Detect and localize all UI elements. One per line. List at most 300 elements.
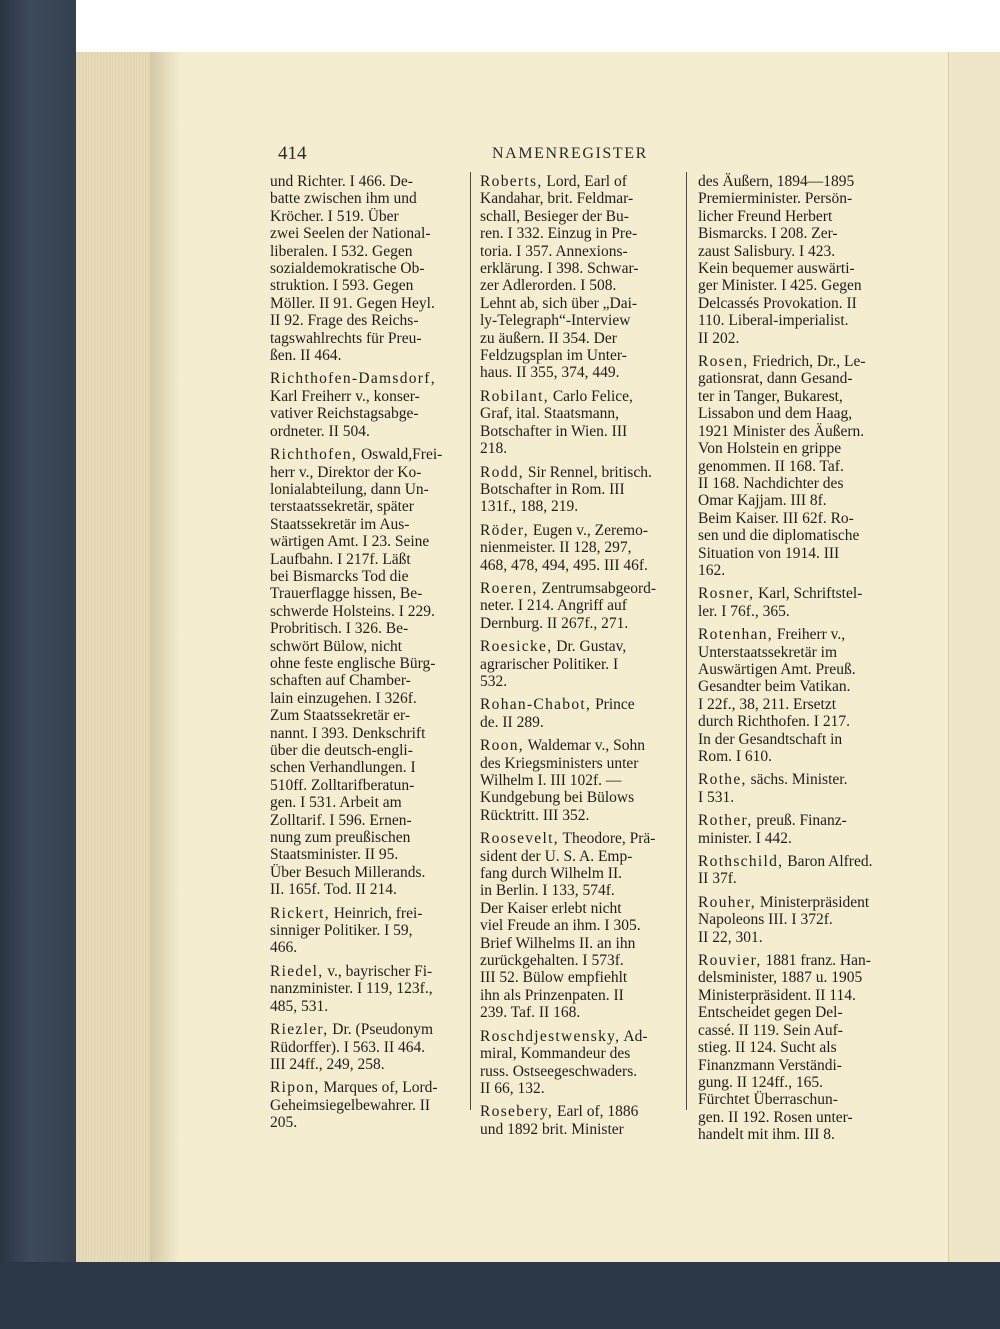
entry-text: Ministerpräsident. II 114.: [698, 986, 856, 1004]
entry-line: [270, 939, 460, 956]
entry-line: [698, 475, 888, 492]
entry-text: schall, Besieger der Bu-: [480, 207, 629, 225]
entry-line: [480, 347, 670, 364]
entry-text: Marques of, Lord-: [323, 1079, 438, 1097]
column-rule: [470, 172, 471, 1110]
entry-text: delsminister, 1887 u. 1905: [698, 969, 863, 987]
entry-line: [270, 922, 460, 939]
entry-text: Auswärtigen Amt. Preuß.: [698, 660, 856, 678]
entry-line: [480, 481, 670, 498]
entry-name: Richthofen,: [270, 446, 358, 464]
entry-line: [270, 347, 460, 364]
entry-text: Prince: [595, 696, 635, 714]
entry-text: russ. Ostseegeschwaders.: [480, 1062, 638, 1080]
entry-text: Lissabon und dem Haag,: [698, 405, 853, 423]
entry-text: Kein bequemer auswärti-: [698, 260, 855, 278]
entry-text: licher Freund Herbert: [698, 207, 833, 225]
entry-text: Oswald,Frei-: [360, 446, 443, 464]
entry-line: [698, 987, 888, 1004]
entry-name: Rodd,: [480, 463, 524, 481]
entry-text: vativer Reichstagsabge-: [270, 405, 419, 423]
entry-text: nanzminister. I 119, 123f.,: [270, 980, 433, 998]
entry-line: [480, 935, 670, 952]
entry-text: sächs. Minister.: [750, 771, 848, 789]
entry-line: [270, 603, 460, 620]
entry-text: Zentrumsabgeord-: [541, 579, 657, 597]
entry-line: [480, 755, 670, 772]
entry-text: sinniger Politiker. I 59,: [270, 922, 413, 940]
entry-line: [480, 882, 670, 899]
entry-text: 510ff. Zolltarifberatun-: [270, 776, 415, 794]
entry-text: II 22, 301.: [698, 928, 763, 946]
entry-line: [480, 1103, 670, 1120]
entry-line: [698, 952, 888, 969]
entry-text: Karl Freiherr v., konser-: [270, 387, 420, 405]
entry-text: Waldemar v., Sohn: [527, 737, 645, 755]
entry-line: [480, 714, 670, 731]
entry-line: [698, 1126, 888, 1143]
entry-text: 468, 478, 494, 495. III 46f.: [480, 556, 648, 574]
entry-text: ly-Telegraph“-Interview: [480, 312, 631, 330]
entry-text: erklärung. I 398. Schwar-: [480, 260, 639, 278]
entry-text: Baron Alfred.: [787, 853, 873, 871]
entry-text: und 1892 brit. Minister: [480, 1120, 624, 1138]
entry-line: [270, 277, 460, 294]
entry-name: Rouher,: [698, 893, 756, 911]
entry-text: Sir Rennel, britisch.: [527, 463, 652, 481]
entry-line: [270, 707, 460, 724]
entry-text: Earl of, 1886: [557, 1103, 639, 1121]
entry-line: [698, 405, 888, 422]
entry-text: des Äußern, 1894—1895: [698, 173, 855, 190]
entry-text: Graf, ital. Staatsmann,: [480, 405, 620, 423]
entry-text: Dernburg. II 267f., 271.: [480, 614, 629, 632]
entry-line: [698, 696, 888, 713]
entry-text: In der Gesandtschaft in: [698, 730, 843, 748]
entry-text: haus. II 355, 374, 449.: [480, 364, 620, 382]
entry-line: [480, 807, 670, 824]
entry-text: agrarischer Politiker. I: [480, 655, 619, 673]
entry-line: [698, 585, 888, 602]
index-entry: [698, 585, 888, 620]
index-entry: [480, 1103, 670, 1138]
page-edges: [76, 52, 150, 1262]
index-entry: [698, 173, 888, 347]
entry-name: Roesicke,: [480, 638, 553, 656]
entry-text: gen. I 531. Arbeit am: [270, 794, 402, 812]
entry-line: [270, 423, 460, 440]
entry-text: 485, 531.: [270, 997, 329, 1015]
entry-text: terstaatssekretär, später: [270, 498, 414, 516]
entry-text: des Kriegsministers unter: [480, 754, 639, 772]
entry-text: Beim Kaiser. III 62f. Ro-: [698, 509, 854, 527]
entry-line: [270, 173, 460, 190]
entry-line: [270, 481, 460, 498]
entry-line: [480, 464, 670, 481]
entry-line: [698, 911, 888, 928]
entry-text: Premierminister. Persön-: [698, 190, 853, 208]
entry-line: [270, 533, 460, 550]
entry-line: [480, 1063, 670, 1080]
entry-line: [270, 998, 460, 1015]
entry-line: [698, 1091, 888, 1108]
entry-text: nienmeister. II 128, 297,: [480, 539, 632, 557]
entry-line: [270, 1056, 460, 1073]
entry-line: [698, 830, 888, 847]
entry-line: [698, 260, 888, 277]
entry-line: [480, 173, 670, 190]
entry-text: Entscheidet gegen Del-: [698, 1004, 843, 1022]
entry-line: [480, 243, 670, 260]
entry-line: [480, 917, 670, 934]
entry-text: 466.: [270, 939, 298, 957]
entry-text: herr v., Direktor der Ko-: [270, 463, 422, 481]
entry-line: [698, 812, 888, 829]
entry-name: Rickert,: [270, 904, 330, 922]
entry-text: genommen. II 168. Taf.: [698, 457, 844, 475]
entry-line: [698, 929, 888, 946]
entry-text: Unterstaatssekretär im: [698, 643, 838, 661]
entry-line: [480, 440, 670, 457]
entry-text: lain einzugehen. I 326f.: [270, 689, 417, 707]
entry-text: handelt mit ihm. III 8.: [698, 1126, 835, 1144]
entry-line: [480, 405, 670, 422]
entry-text: wärtigen Amt. I 23. Seine: [270, 533, 430, 551]
entry-line: [698, 713, 888, 730]
entry-line: [270, 620, 460, 637]
entry-text: und Richter. I 466. De-: [270, 173, 413, 190]
entry-line: [698, 208, 888, 225]
index-entry: [480, 1028, 670, 1098]
entry-line: [480, 312, 670, 329]
entry-text: II 37f.: [698, 870, 737, 888]
book-cover-bottom: [0, 1262, 1000, 1329]
entry-line: [270, 864, 460, 881]
entry-line: [270, 243, 460, 260]
facing-page-edge: [948, 52, 1000, 1262]
entry-name: Rothschild,: [698, 853, 784, 871]
running-head: NAMENREGISTER: [492, 145, 648, 162]
book-cover-left: [0, 0, 76, 1329]
entry-text: 205.: [270, 1114, 298, 1132]
entry-line: [480, 830, 670, 847]
entry-text: sozialdemokratische Ob-: [270, 260, 425, 278]
index-entry: [270, 905, 460, 957]
entry-name: Rosner,: [698, 585, 755, 603]
entry-text: Napoleons III. I 372f.: [698, 911, 833, 929]
entry-line: [480, 225, 670, 242]
index-entry: [480, 638, 670, 690]
index-entry: [480, 388, 670, 458]
entry-line: [270, 980, 460, 997]
entry-line: [270, 905, 460, 922]
entry-line: [270, 777, 460, 794]
entry-text: neter. I 214. Angriff auf: [480, 597, 627, 615]
entry-line: [270, 405, 460, 422]
entry-line: [270, 190, 460, 207]
index-entry: [270, 173, 460, 364]
entry-text: liberalen. I 532. Gegen: [270, 242, 413, 260]
entry-text: zer Adlerorden. I 508.: [480, 277, 617, 295]
entry-text: Dr. (Pseudonym: [332, 1021, 434, 1039]
entry-text: sen und die diplomatische: [698, 527, 860, 545]
entry-text: lonialabteilung, dann Un-: [270, 480, 429, 498]
entry-name: Rother,: [698, 812, 753, 830]
entry-text: Brief Wilhelms II. an ihn: [480, 934, 636, 952]
entry-text: preuß. Finanz-: [756, 812, 847, 830]
entry-text: II 202.: [698, 329, 740, 347]
entry-text: Feldzugsplan im Unter-: [480, 347, 627, 365]
entry-line: [698, 562, 888, 579]
entry-text: de. II 289.: [480, 713, 544, 731]
entry-text: gung. II 124ff., 165.: [698, 1073, 823, 1091]
entry-text: zaust Salisbury. I 423.: [698, 242, 836, 260]
entry-text: 131f., 188, 219.: [480, 498, 579, 516]
entry-line: [270, 568, 460, 585]
entry-text: II. 165f. Tod. II 214.: [270, 881, 397, 899]
entry-name: Rohan-Chabot,: [480, 696, 592, 714]
entry-line: [480, 597, 670, 614]
index-entry: [698, 894, 888, 946]
entry-text: miral, Kommandeur des: [480, 1045, 631, 1063]
entry-line: [480, 638, 670, 655]
background-top: [0, 0, 1000, 52]
entry-text: 1881 franz. Han-: [765, 952, 871, 970]
entry-line: [698, 853, 888, 870]
entry-line: [698, 1057, 888, 1074]
entry-line: [480, 557, 670, 574]
entry-line: [480, 522, 670, 539]
entry-line: [270, 585, 460, 602]
index-entry: [270, 370, 460, 440]
entry-text: Eugen v., Zeremo-: [532, 521, 649, 539]
entry-line: [698, 510, 888, 527]
entry-line: [270, 516, 460, 533]
entry-text: Delcassés Provokation. II: [698, 294, 857, 312]
index-entry: [480, 696, 670, 731]
entry-text: ihn als Prinzenpaten. II: [480, 986, 624, 1004]
entry-line: [480, 969, 670, 986]
entry-text: ger Minister. I 425. Gegen: [698, 277, 862, 295]
entry-line: [480, 330, 670, 347]
entry-line: [480, 277, 670, 294]
entry-name: Robilant,: [480, 387, 549, 405]
entry-line: [270, 846, 460, 863]
entry-name: Roosevelt,: [480, 830, 559, 848]
entry-text: über die deutsch-engli-: [270, 742, 413, 759]
entry-line: [698, 527, 888, 544]
entry-text: Bismarcks. I 208. Zer-: [698, 225, 838, 243]
entry-line: [270, 655, 460, 672]
entry-text: Staatsminister. II 95.: [270, 846, 399, 864]
entry-line: [480, 656, 670, 673]
entry-text: 218.: [480, 440, 508, 458]
entry-line: [698, 545, 888, 562]
entry-text: Der Kaiser erlebt nicht: [480, 899, 622, 917]
entry-line: [270, 1097, 460, 1114]
entry-line: [698, 458, 888, 475]
entry-text: II 66, 132.: [480, 1079, 545, 1097]
index-entry: [698, 771, 888, 806]
index-entry: [698, 812, 888, 847]
entry-text: Fürchtet Überraschun-: [698, 1091, 838, 1109]
entry-text: Rücktritt. III 352.: [480, 806, 590, 824]
entry-text: Kundgebung bei Bülows: [480, 789, 635, 807]
entry-line: [270, 812, 460, 829]
entry-line: [698, 388, 888, 405]
entry-text: schwört Bülow, nicht: [270, 637, 403, 655]
entry-text: Carlo Felice,: [552, 387, 633, 405]
entry-line: [480, 615, 670, 632]
entry-text: v., bayrischer Fi-: [327, 962, 433, 980]
entry-line: [480, 952, 670, 969]
entry-line: [698, 295, 888, 312]
entry-text: schen Verhandlungen. I: [270, 759, 416, 777]
entry-text: zurückgehalten. I 573f.: [480, 952, 624, 970]
entry-line: [270, 829, 460, 846]
entry-line: [270, 295, 460, 312]
index-entry: [698, 626, 888, 765]
entry-text: ler. I 76f., 365.: [698, 602, 790, 620]
entry-line: [480, 789, 670, 806]
entry-line: [698, 277, 888, 294]
index-entry: [480, 464, 670, 516]
entry-line: [270, 551, 460, 568]
index-entry: [270, 963, 460, 1015]
entry-text: Botschafter in Rom. III: [480, 480, 625, 498]
entry-text: 1921 Minister des Äußern.: [698, 422, 865, 440]
entry-text: ordneter. II 504.: [270, 422, 370, 440]
entry-text: schaften auf Chamber-: [270, 672, 411, 690]
entry-line: [480, 900, 670, 917]
entry-text: in Berlin. I 133, 574f.: [480, 882, 615, 900]
entry-line: [270, 330, 460, 347]
entry-text: Möller. II 91. Gegen Heyl.: [270, 294, 435, 312]
entry-text: Ministerpräsident: [759, 893, 870, 911]
entry-line: [270, 1079, 460, 1096]
entry-text: Friedrich, Dr., Le-: [752, 353, 866, 371]
entry-line: [270, 464, 460, 481]
entry-name: Roeren,: [480, 579, 538, 597]
entry-text: zu äußern. II 354. Der: [480, 329, 617, 347]
entry-text: I 531.: [698, 788, 735, 806]
entry-text: Probritisch. I 326. Be-: [270, 620, 409, 638]
entry-line: [480, 737, 670, 754]
entry-text: ter in Tanger, Bukarest,: [698, 387, 843, 405]
entry-line: [698, 1109, 888, 1126]
entry-text: Staatssekretär im Aus-: [270, 515, 410, 533]
entry-text: Heinrich, frei-: [333, 904, 423, 922]
entry-name: Roon,: [480, 737, 524, 755]
index-entry: [480, 737, 670, 824]
entry-line: [698, 1022, 888, 1039]
entry-text: tagswahlrechts für Preu-: [270, 329, 422, 347]
entry-line: [480, 190, 670, 207]
entry-line: [270, 963, 460, 980]
index-entry: [270, 1021, 460, 1073]
entry-line: [480, 987, 670, 1004]
entry-line: [480, 772, 670, 789]
entry-text: Karl, Schriftstel-: [758, 585, 863, 603]
entry-text: I 22f., 38, 211. Ersetzt: [698, 695, 837, 713]
entry-line: [698, 353, 888, 370]
entry-line: [698, 771, 888, 788]
entry-text: bei Bismarcks Tod die: [270, 567, 409, 585]
entry-line: [698, 603, 888, 620]
entry-line: [480, 388, 670, 405]
entry-line: [270, 312, 460, 329]
entry-line: [698, 1039, 888, 1056]
entry-text: Lehnt ab, sich über „Dai-: [480, 294, 638, 312]
entry-line: [698, 731, 888, 748]
entry-line: [270, 725, 460, 742]
entry-name: Rosebery,: [480, 1103, 554, 1121]
entry-name: Roschdjestwensky,: [480, 1027, 621, 1045]
entry-line: [480, 673, 670, 690]
entry-line: [480, 423, 670, 440]
index-column-1: [270, 173, 460, 1138]
gutter-shadow: [150, 52, 180, 1262]
entry-line: [270, 498, 460, 515]
entry-name: Rotenhan,: [698, 626, 773, 644]
entry-text: schwerde Holsteins. I 229.: [270, 602, 435, 620]
entry-line: [698, 492, 888, 509]
index-entry: [480, 522, 670, 574]
entry-line: [480, 260, 670, 277]
entry-line: [270, 690, 460, 707]
entry-text: struktion. I 593. Gegen: [270, 277, 414, 295]
entry-text: 532.: [480, 672, 508, 690]
entry-text: 162.: [698, 561, 726, 579]
page-number: 414: [278, 143, 307, 164]
entry-line: [698, 644, 888, 661]
index-column-2: [480, 173, 670, 1144]
entry-text: 239. Taf. II 168.: [480, 1004, 581, 1022]
entry-line: [480, 580, 670, 597]
entry-line: [270, 208, 460, 225]
entry-text: II 168. Nachdichter des: [698, 474, 844, 492]
entry-text: sident der U. S. A. Emp-: [480, 847, 633, 865]
entry-line: [270, 794, 460, 811]
entry-line: [698, 661, 888, 678]
entry-text: Omar Kajjam. III 8f.: [698, 492, 827, 510]
entry-name: Rouvier,: [698, 952, 762, 970]
entry-line: [698, 748, 888, 765]
entry-line: [698, 330, 888, 347]
entry-line: [698, 243, 888, 260]
entry-name: Ripon,: [270, 1079, 320, 1097]
entry-line: [698, 1004, 888, 1021]
entry-text: cassé. II 119. Sein Auf-: [698, 1021, 843, 1039]
entry-line: [698, 190, 888, 207]
entry-line: [698, 626, 888, 643]
entry-line: [480, 539, 670, 556]
entry-text: Dr. Gustav,: [556, 638, 627, 656]
entry-line: [270, 742, 460, 759]
entry-line: [270, 446, 460, 463]
entry-text: III 52. Bülow empfiehlt: [480, 969, 628, 987]
index-entry: [480, 830, 670, 1021]
entry-text: Lord, Earl of: [546, 173, 627, 190]
entry-text: Trauerflagge hissen, Be-: [270, 585, 423, 603]
index-entry: [480, 580, 670, 632]
entry-line: [270, 1039, 460, 1056]
entry-name: Riedel,: [270, 962, 324, 980]
entry-text: minister. I 442.: [698, 829, 792, 847]
entry-line: [698, 678, 888, 695]
entry-text: Gesandter beim Vatikan.: [698, 678, 851, 696]
entry-name: Roberts,: [480, 173, 543, 190]
